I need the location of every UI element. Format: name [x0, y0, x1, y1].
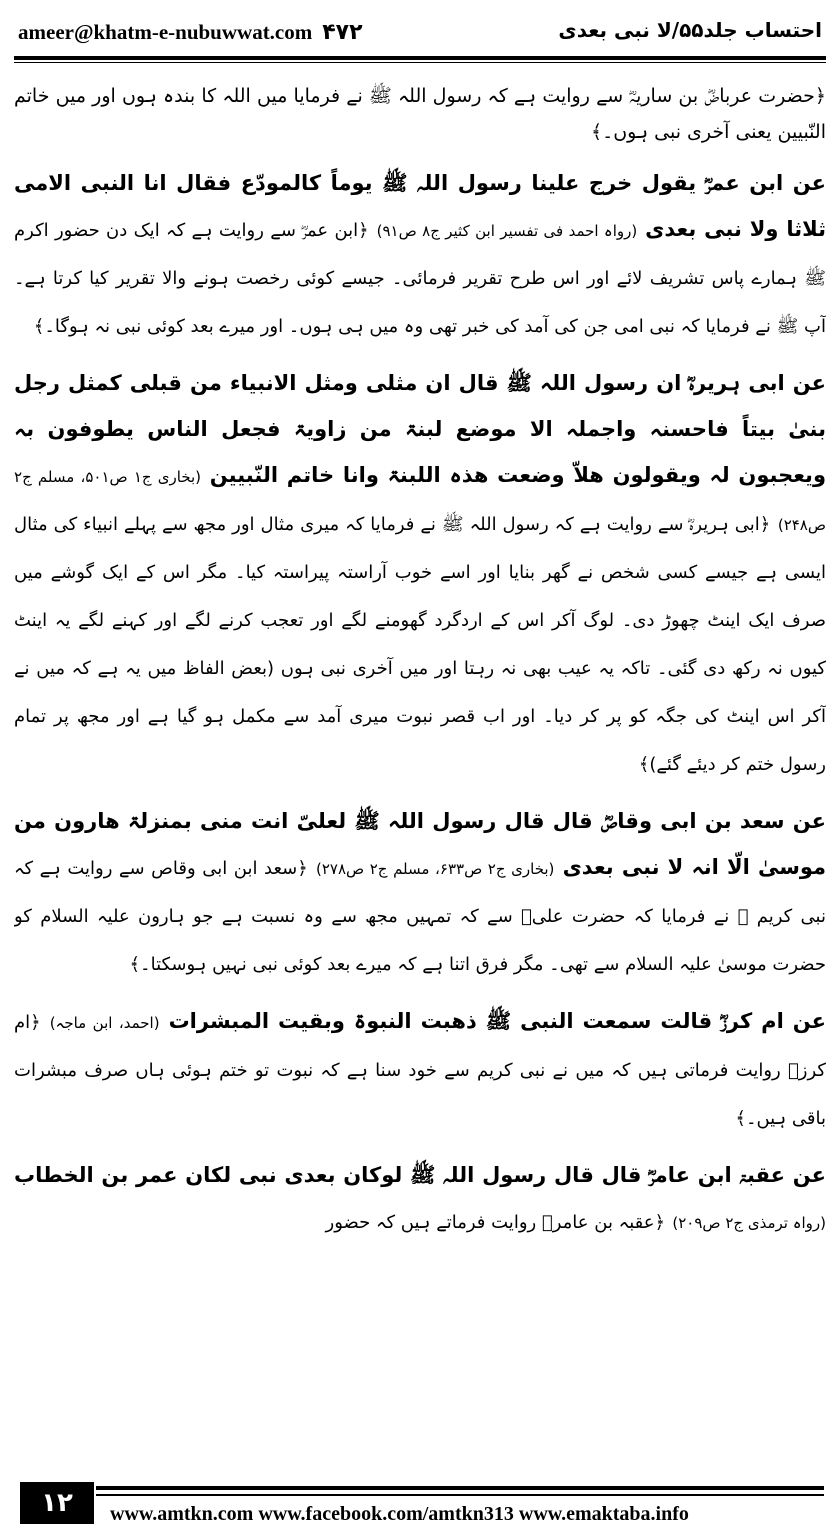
page-footer — [0, 1478, 840, 1540]
hadith-paragraph: عن ابن عمرؓ یقول خرج علینا رسول اللہ ﷺ یوماً کالمودّع فقال انا النبی الامی ثلاثا ولا نبی بعدی (رواہ احمد فی تفسیر ابن کثیر ج۸ ص۹۱) ﴿ابن عمرؓ سے روایت ہے کہ ایک دن حضور اکرم ﷺ ہمارے پاس تشریف لائے اور اس طرح تقریر فرمائی۔ جیسے کوئی رخصت ہونے والا تقریر کیا کرتا ہے۔ آپ ﷺ نے فرمایا کہ نبی امی جن کی آمد کی خبر تھی وہ میں ہی ہوں۔ اور میرے بعد کوئی نبی نہ ہوگا۔﴾ — [14, 171, 826, 337]
hadith-paragraph: عن سعد بن ابی وقاصؓ قال قال رسول اللہ ﷺ لعلیّ انت منی بمنزلۃ ھارون من موسیٰ الّا انہ لا نبی بعدی (بخاری ج۲ ص۶۳۳، مسلم ج۲ ص۲۷۸) ﴿سعد ابن ابی وقاص سے روایت ہے کہ نبی کریم ﷺ نے فرمایا کہ حضرت علیؓ سے کہ تمہیں مجھ سے وہ نسبت ہے جو ہارون علیہ السلام کو حضرت موسیٰ علیہ السلام سے تھی۔ مگر فرق اتنا ہے کہ میرے بعد کوئی نبی نہیں ہوسکتا۔﴾ — [14, 809, 826, 975]
hadith-paragraph: عن عقبۃ ابن عامرؓ قال قال رسول اللہ ﷺ لوکان بعدی نبی لکان عمر بن الخطاب (رواہ ترمذی ج۲ ص۲۰۹) ﴿عقبہ بن عامرؓ روایت فرماتے ہیں کہ حضور — [14, 1163, 826, 1233]
translation-start: ﴿ابی ہریرہؓ سے روایت ہے کہ رسول اللہ ﷺ نے فرمایا کہ میری مثال اور مجھ سے پہلے انبیاء کی مثال ایسی ہے جیسے کسی شخص نے گھر بنایا اور اسے خوب آراستہ پیراستہ کیا۔ مگر اس کے ایک گوشے میں صرف ایک اینٹ چھوڑ دی۔ لوگ آکر اس کے اردگرد گھومنے لگے اور تعجب کرنے لگے اور کہنے لگے یہ اینٹ کیوں نہ رکھ دی گئی۔ تاکہ یہ عیب بھی نہ رہتا اور میں آخری نبی ہوں (بعض الفاظ میں یہ ہے کہ میں نے آکر اس اینٹ کی جگہ کو پر کر دیا۔ اور اب قصر نبوت میری آمد سے مکمل ہو گیا ہے اور مجھ پر تمام رسول ختم کر دیئے گئے)﴾ — [14, 514, 826, 775]
header-page-number: ۴۷۲ — [322, 20, 363, 45]
page-content — [14, 78, 826, 1450]
hadith-reference: (رواہ احمد فی تفسیر ابن کثیر ج۸ ص۹۱) — [376, 222, 638, 240]
footer-page-number: ۱۲ — [20, 1482, 94, 1524]
footer-urls: www.amtkn.com www.facebook.com/amtkn313 www.emaktaba.info — [110, 1503, 689, 1525]
header-rule-thick — [14, 56, 826, 60]
header-rule-thin — [14, 62, 826, 63]
translation-start: ﴿ام کرزؓ روایت فرماتی ہیں کہ میں نے نبی کریم سے خود سنا ہے کہ نبوت تو ختم ہوئی ہاں صرف مبشرات باقی ہیں۔﴾ — [14, 1012, 826, 1129]
translation-start: ﴿عقبہ بن عامرؓ روایت فرماتے ہیں کہ حضور — [325, 1212, 666, 1233]
translation-paragraph: ﴿حضرت عرباضؓ بن ساریہؓ سے روایت ہے کہ رسول اللہ ﷺ نے فرمایا میں اللہ کا بندہ ہوں اور میں خاتم النّبیین یعنی آخری نبی ہوں۔﴾ — [14, 85, 826, 143]
footer-rule-thick — [96, 1486, 824, 1490]
footer-rule-thin — [96, 1494, 824, 1496]
translation-start: ﴿ابن عمرؓ سے روایت ہے کہ ایک دن حضور اکرم ﷺ ہمارے پاس تشریف لائے اور اس طرح تقریر فرمائی۔ جیسے کوئی رخصت ہونے والا تقریر کیا کرتا ہے۔ آپ ﷺ نے فرمایا کہ نبی امی جن کی آمد کی خبر تھی وہ میں ہی ہوں۔ اور میرے بعد کوئی نبی نہ ہوگا۔﴾ — [14, 220, 826, 337]
hadith-reference: (رواہ ترمذی ج۲ ص۲۰۹) — [672, 1214, 826, 1232]
hadith-reference: (بخاری ج۲ ص۶۳۳، مسلم ج۲ ص۲۷۸) — [315, 860, 555, 878]
translation-start: ﴿سعد ابن ابی وقاص سے روایت ہے کہ نبی کریم ﷺ نے فرمایا کہ حضرت علیؓ سے کہ تمہیں مجھ سے وہ نسبت ہے جو ہارون علیہ السلام کو حضرت موسیٰ علیہ السلام سے تھی۔ مگر فرق اتنا ہے کہ میرے بعد کوئی نبی نہیں ہوسکتا۔﴾ — [14, 858, 826, 975]
page-header — [0, 0, 840, 62]
header-left — [18, 20, 363, 45]
header-book-title: احتساب جلد۵۵/لا نبی بعدی — [558, 18, 822, 42]
hadith-paragraph: عن ابی ہریرہؓ ان رسول اللہ ﷺ قال ان مثلی ومثل الانبیاء من قبلی کمثل رجل بنیٰ بیتاً فاحسنہ واجملہ الا موضع لبنۃ من زاویۃ فجعل الناس یطوفون بہ ویعجبون لہ ویقولون ھلاّ وضعت ھذہ اللبنۃ وانا خاتم النّبیین (بخاری ج۱ ص۵۰۱، مسلم ج۲ ص۲۴۸) ﴿ابی ہریرہؓ سے روایت ہے کہ رسول اللہ ﷺ نے فرمایا کہ میری مثال اور مجھ سے پہلے انبیاء کی مثال ایسی ہے جیسے کسی شخص نے گھر بنایا اور اسے خوب آراستہ پیراستہ کیا۔ مگر اس کے ایک گوشے میں صرف ایک اینٹ چھوڑ دی۔ لوگ آکر اس کے اردگرد گھومنے لگے اور تعجب کرنے لگے اور کہنے لگے یہ اینٹ کیوں نہ رکھ دی گئی۔ تاکہ یہ عیب بھی نہ رہتا اور میں آخری نبی ہوں (بعض الفاظ میں یہ ہے کہ میں نے آکر اس اینٹ کی جگہ کو پر کر دیا۔ اور اب قصر نبوت میری آمد سے مکمل ہو گیا ہے اور مجھ پر تمام رسول ختم کر دیئے گئے)﴾ — [14, 371, 826, 775]
hadith-reference: (بخاری ج۱ ص۵۰۱، مسلم ج۲ ص۲۴۸) — [14, 468, 826, 534]
header-email: ameer@khatm-e-nubuwwat.com — [18, 20, 313, 44]
hadith-paragraph: عن ام کرزؓ قالت سمعت النبی ﷺ ذھبت النبوۃ وبقیت المبشرات (احمد، ابن ماجہ) ﴿ام کرزؓ روایت فرماتی ہیں کہ میں نے نبی کریم سے خود سنا ہے کہ نبوت تو ختم ہوئی ہاں صرف مبشرات باقی ہیں۔﴾ — [14, 1009, 826, 1129]
hadith-reference: (احمد، ابن ماجہ) — [49, 1014, 160, 1032]
